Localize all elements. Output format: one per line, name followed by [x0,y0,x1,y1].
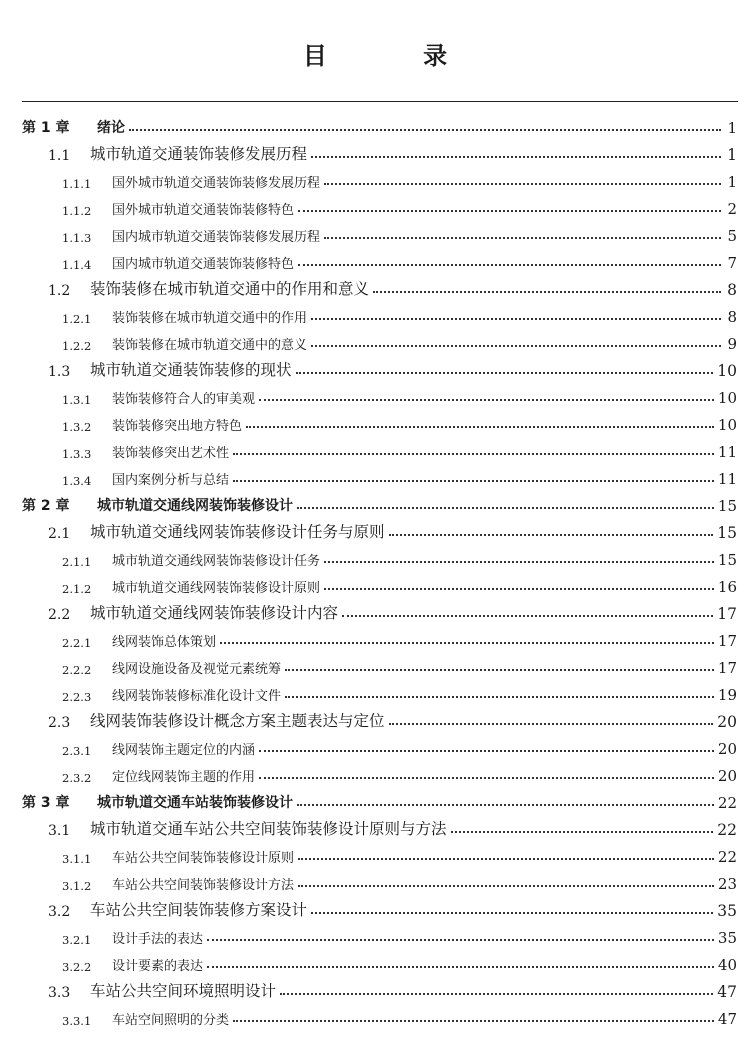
entry-number: 1.3.1 [62,393,92,407]
dot-leader [298,848,714,860]
dot-leader [297,794,714,806]
entry-page-number: 20 [717,713,737,731]
entry-title: 车站公共空间装饰装修方案设计 [90,901,308,919]
entry-page-number: 22 [717,821,737,839]
toc-chapter-entry[interactable] [22,785,737,812]
entry-number: 第 2 章 [22,498,70,514]
entry-title: 车站公共空间装饰装修设计方法 [112,878,295,893]
dot-leader [259,740,714,752]
entry-page-number: 15 [717,551,737,569]
entry-page-number: 9 [727,335,737,353]
entry-page-number: 8 [727,308,737,326]
entry-page-number: 16 [717,578,737,596]
entry-number: 3.2 [48,904,71,920]
entry-title: 线网装饰总体策划 [112,635,217,650]
entry-title: 城市轨道交通车站装饰装修设计 [97,795,293,811]
dot-leader [259,389,714,401]
entry-title: 装饰装修突出艺术性 [112,446,230,461]
entry-number: 1.1.3 [62,231,92,245]
entry-number: 2.3 [48,715,71,731]
entry-number: 2.2 [48,607,71,623]
entry-title: 线网装饰装修设计概念方案主题表达与定位 [90,712,385,730]
entry-title: 城市轨道交通线网装饰装修设计任务与原则 [90,523,385,541]
entry-page-number: 15 [717,524,737,542]
entry-page-number: 10 [717,416,737,434]
entry-title: 线网装饰主题定位的内涵 [112,743,256,758]
entry-page-number: 1 [727,119,737,137]
entry-page-number: 35 [717,929,737,947]
toc-chapter-entry[interactable] [22,110,737,137]
entry-number: 3.2.1 [62,933,92,947]
page-title: 目 录 [302,42,492,70]
dot-leader [259,767,714,779]
dot-leader [129,119,721,131]
toc-section-entry[interactable] [22,515,737,542]
entry-page-number: 20 [717,740,737,758]
entry-page-number: 1 [727,146,737,164]
entry-title: 国内城市轨道交通装饰装修特色 [112,257,295,272]
entry-page-number: 5 [727,227,737,245]
entry-page-number: 47 [717,1010,737,1028]
toc-subsection-entry[interactable] [22,299,737,326]
dot-leader [311,308,721,320]
dot-leader [389,524,714,536]
entry-number: 1.3.4 [62,474,92,488]
entry-title: 城市轨道交通线网装饰装修设计任务 [112,554,321,569]
entry-page-number: 1 [727,173,737,191]
title-divider [22,101,738,102]
toc-section-entry[interactable] [22,704,737,731]
entry-title: 车站公共空间环境照明设计 [90,982,277,1000]
toc-subsection-entry[interactable] [22,947,737,974]
dot-leader [233,1010,714,1022]
toc-section-entry[interactable] [22,272,737,299]
entry-title: 城市轨道交通线网装饰装修设计原则 [112,581,321,596]
entry-number: 2.2.3 [62,690,92,704]
entry-page-number: 2 [727,200,737,218]
entry-number: 1.1 [48,148,71,164]
dot-leader [324,173,721,185]
dot-leader [324,551,714,563]
toc-subsection-entry[interactable] [22,326,737,353]
entry-number: 1.1.2 [62,204,92,218]
entry-number: 3.1 [48,823,71,839]
entry-page-number: 17 [717,632,737,650]
entry-title: 车站公共空间装饰装修设计原则 [112,851,295,866]
toc-subsection-entry[interactable] [22,866,737,893]
entry-page-number: 17 [717,605,737,623]
entry-number: 1.1.1 [62,177,92,191]
entry-number: 1.3 [48,364,71,380]
toc-subsection-entry[interactable] [22,191,737,218]
entry-number: 3.2.2 [62,960,92,974]
toc-section-entry[interactable] [22,974,737,1001]
entry-title: 装饰装修突出地方特色 [112,419,243,434]
dot-leader [285,686,714,698]
dot-leader [207,929,714,941]
dot-leader [298,200,721,212]
entry-number: 2.1 [48,526,71,542]
entry-title: 定位线网装饰主题的作用 [112,770,256,785]
entry-number: 1.3.2 [62,420,92,434]
entry-page-number: 23 [717,875,737,893]
entry-title: 设计手法的表达 [112,932,204,947]
entry-number: 1.2.1 [62,312,92,326]
entry-page-number: 19 [717,686,737,704]
dot-leader [233,443,714,455]
dot-leader [298,875,714,887]
entry-title: 车站空间照明的分类 [112,1013,230,1028]
entry-title: 国外城市轨道交通装饰装修发展历程 [112,176,321,191]
toc-subsection-entry[interactable] [22,461,737,488]
toc-subsection-entry[interactable] [22,1001,737,1028]
table-of-contents [22,110,737,1028]
entry-page-number: 8 [727,281,737,299]
toc-subsection-entry[interactable] [22,758,737,785]
dot-leader [207,956,714,968]
dot-leader [389,713,714,725]
entry-number: 3.3.1 [62,1014,92,1028]
entry-page-number: 22 [717,848,737,866]
dot-leader [311,335,721,347]
toc-chapter-entry[interactable] [22,488,737,515]
entry-title: 城市轨道交通线网装饰装修设计 [97,498,293,514]
toc-subsection-entry[interactable] [22,623,737,650]
dot-leader [220,632,714,644]
toc-subsection-entry[interactable] [22,245,737,272]
toc-subsection-entry[interactable] [22,731,737,758]
entry-title: 国外城市轨道交通装饰装修特色 [112,203,295,218]
toc-section-entry[interactable] [22,893,737,920]
entry-page-number: 10 [717,362,737,380]
entry-number: 1.2.2 [62,339,92,353]
dot-leader [311,146,721,158]
entry-number: 1.1.4 [62,258,92,272]
entry-title: 绪论 [97,120,125,136]
toc-section-entry[interactable] [22,596,737,623]
entry-title: 国内案例分析与总结 [112,473,230,488]
toc-subsection-entry[interactable] [22,569,737,596]
entry-number: 2.3.2 [62,771,92,785]
dot-leader [246,416,714,428]
entry-page-number: 15 [717,497,737,515]
entry-number: 第 1 章 [22,120,70,136]
entry-number: 3.1.2 [62,879,92,893]
dot-leader [233,470,714,482]
entry-title: 城市轨道交通装饰装修的现状 [90,361,292,379]
dot-leader [342,605,713,617]
entry-number: 2.2.1 [62,636,92,650]
entry-number: 3.1.1 [62,852,92,866]
entry-page-number: 47 [717,983,737,1001]
entry-page-number: 20 [717,767,737,785]
entry-title: 装饰装修在城市轨道交通中的意义 [112,338,308,353]
toc-section-entry[interactable] [22,137,737,164]
entry-title: 城市轨道交通线网装饰装修设计内容 [90,604,339,622]
entry-page-number: 10 [717,389,737,407]
entry-title: 装饰装修在城市轨道交通中的作用和意义 [90,280,370,298]
entry-number: 第 3 章 [22,795,70,811]
toc-section-entry[interactable] [22,353,737,380]
entry-title: 设计要素的表达 [112,959,204,974]
dot-leader [373,281,721,293]
entry-page-number: 11 [717,443,737,461]
entry-number: 2.3.1 [62,744,92,758]
toc-section-entry[interactable] [22,812,737,839]
dot-leader [296,362,714,374]
dot-leader [451,821,714,833]
dot-leader [280,983,713,995]
dot-leader [324,227,721,239]
dot-leader [324,578,714,590]
entry-page-number: 11 [717,470,737,488]
entry-page-number: 35 [717,902,737,920]
entry-number: 2.2.2 [62,663,92,677]
entry-page-number: 22 [717,794,737,812]
toc-subsection-entry[interactable] [22,407,737,434]
toc-subsection-entry[interactable] [22,434,737,461]
toc-subsection-entry[interactable] [22,650,737,677]
entry-number: 1.2 [48,283,71,299]
dot-leader [298,254,721,266]
entry-number: 2.1.1 [62,555,92,569]
entry-title: 线网装饰装修标准化设计文件 [112,689,282,704]
entry-number: 1.3.3 [62,447,92,461]
entry-number: 2.1.2 [62,582,92,596]
toc-subsection-entry[interactable] [22,164,737,191]
dot-leader [285,659,714,671]
toc-subsection-entry[interactable] [22,920,737,947]
entry-title: 城市轨道交通装饰装修发展历程 [90,145,308,163]
entry-page-number: 17 [717,659,737,677]
toc-subsection-entry[interactable] [22,839,737,866]
entry-title: 线网设施设备及视觉元素统筹 [112,662,282,677]
entry-title: 装饰装修在城市轨道交通中的作用 [112,311,308,326]
toc-subsection-entry[interactable] [22,380,737,407]
entry-title: 装饰装修符合人的审美观 [112,392,256,407]
entry-title: 城市轨道交通车站公共空间装饰装修设计原则与方法 [90,820,447,838]
toc-subsection-entry[interactable] [22,677,737,704]
dot-leader [311,902,713,914]
dot-leader [297,497,714,509]
entry-number: 3.3 [48,985,71,1001]
toc-subsection-entry[interactable] [22,542,737,569]
entry-page-number: 40 [717,956,737,974]
entry-page-number: 7 [727,254,737,272]
toc-subsection-entry[interactable] [22,218,737,245]
entry-title: 国内城市轨道交通装饰装修发展历程 [112,230,321,245]
